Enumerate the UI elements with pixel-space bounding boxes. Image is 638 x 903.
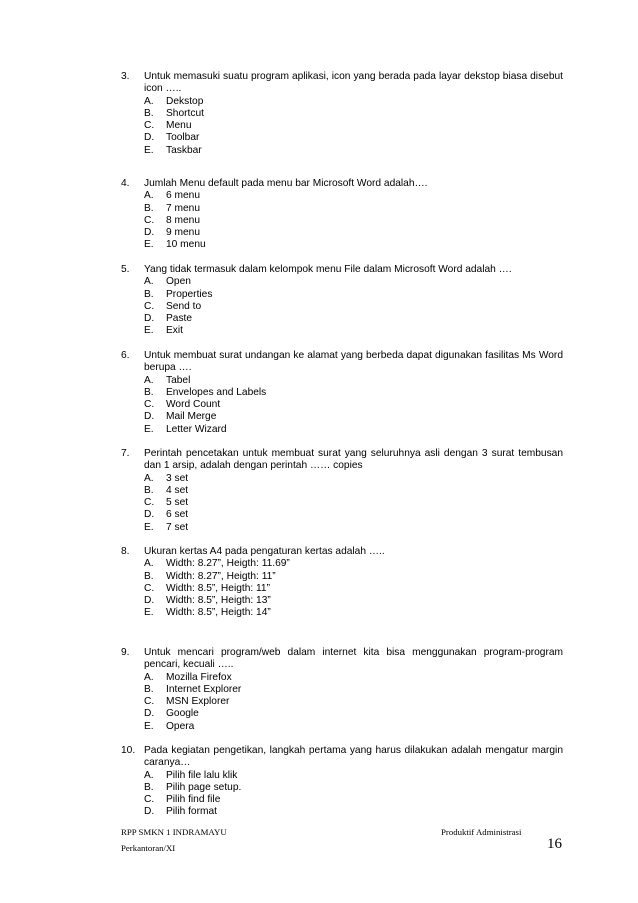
answer-option (144, 806, 563, 818)
answer-option (144, 721, 563, 733)
answer-option (144, 289, 563, 301)
option-letter: B. (144, 107, 154, 119)
option-letter: B. (144, 781, 154, 793)
option-letter: E. (144, 720, 154, 732)
footer-program: Perkantoran/XI (121, 843, 176, 853)
option-text: Opera (166, 720, 195, 732)
option-letter: C. (144, 214, 155, 226)
answer-option (144, 239, 563, 251)
option-letter: C. (144, 120, 155, 132)
question-number: 7. (121, 448, 130, 459)
answer-option (144, 497, 563, 509)
answer-option (144, 672, 563, 684)
answer-option (144, 145, 563, 157)
question-number: 3. (121, 71, 130, 82)
question-5 (121, 264, 563, 338)
question-number: 5. (121, 264, 130, 275)
option-letter: D. (144, 509, 155, 521)
option-letter: E. (144, 607, 154, 619)
option-text: Paste (166, 313, 193, 325)
answer-option (144, 595, 563, 607)
question-4 (121, 178, 563, 252)
answer-option (144, 696, 563, 708)
option-text: 8 menu (166, 214, 200, 226)
option-letter: D. (144, 227, 155, 239)
option-letter: C. (144, 696, 155, 708)
answer-option (144, 96, 563, 108)
question-10 (121, 745, 563, 819)
page-number: 16 (547, 836, 562, 852)
question-text: Untuk mencari program/web dalam internet kita bisa menggunakan program-program pencari, kecuali ….. (144, 647, 563, 671)
answer-option (144, 411, 563, 423)
question-text: Pada kegiatan pengetikan, langkah pertama yang harus dilakukan adalah mengatur margin caranya… (144, 745, 563, 769)
option-letter: D. (144, 595, 155, 607)
question-number: 9. (121, 647, 130, 658)
option-text: 6 set (166, 509, 189, 521)
answer-option (144, 424, 563, 436)
option-text: Pilih format (166, 806, 217, 818)
question-text: Yang tidak termasuk dalam kelompok menu File dalam Microsoft Word adalah …. (144, 264, 512, 275)
question-8 (121, 546, 563, 620)
option-letter: B. (144, 288, 154, 300)
answer-option (144, 313, 563, 325)
option-text: Taskbar (166, 144, 202, 156)
answer-option (144, 190, 563, 202)
answer-option (144, 120, 563, 132)
option-text: 7 set (166, 521, 189, 533)
option-letter: A. (144, 276, 154, 288)
footer-school: RPP SMKN 1 INDRAMAYU (121, 827, 227, 837)
answer-option (144, 215, 563, 227)
option-letter: D. (144, 411, 155, 423)
option-letter: B. (144, 570, 154, 582)
answer-option (144, 583, 563, 595)
question-7 (121, 448, 563, 534)
answer-option (144, 794, 563, 806)
option-text: Letter Wizard (166, 423, 227, 435)
option-letter: E. (144, 144, 154, 156)
question-9 (121, 647, 563, 733)
answer-option (144, 485, 563, 497)
option-text: Word Count (166, 399, 221, 411)
option-text: Tabel (166, 374, 191, 386)
answer-option (144, 522, 563, 534)
option-letter: E. (144, 423, 154, 435)
question-number: 6. (121, 350, 130, 361)
option-text: Internet Explorer (166, 683, 242, 695)
option-text: Shortcut (166, 107, 204, 119)
option-letter: B. (144, 202, 154, 214)
option-text: Envelopes and Labels (166, 386, 267, 398)
answer-option (144, 607, 563, 619)
option-letter: D. (144, 313, 155, 325)
option-text: Open (166, 276, 191, 288)
option-letter: A. (144, 671, 154, 683)
option-text: 9 menu (166, 227, 200, 239)
question-text: Untuk memasuki suatu program aplikasi, icon yang berada pada layar dekstop biasa disebut icon ….. (144, 71, 563, 95)
option-letter: D. (144, 132, 155, 144)
option-letter: B. (144, 386, 154, 398)
answer-option (144, 387, 563, 399)
option-text: Pilih file lalu klik (166, 769, 238, 781)
option-text: Width: 8.27”, Heigth: 11.69” (166, 558, 290, 570)
answer-option (144, 770, 563, 782)
option-letter: A. (144, 472, 154, 484)
option-text: Mozilla Firefox (166, 671, 232, 683)
option-letter: C. (144, 582, 155, 594)
option-text: Width: 8.27”, Heigth: 11” (166, 570, 276, 582)
answer-option (144, 509, 563, 521)
option-text: Send to (166, 300, 202, 312)
answer-option (144, 301, 563, 313)
option-text: MSN Explorer (166, 696, 230, 708)
answer-option (144, 132, 563, 144)
answer-option (144, 708, 563, 720)
option-text: 4 set (166, 484, 189, 496)
question-3 (121, 71, 563, 157)
option-text: 5 set (166, 497, 189, 509)
answer-option (144, 558, 563, 570)
option-text: Google (166, 708, 199, 720)
option-text: Mail Merge (166, 411, 217, 423)
option-letter: D. (144, 806, 155, 818)
question-text: Jumlah Menu default pada menu bar Microsoft Word adalah…. (144, 178, 428, 189)
option-letter: C. (144, 300, 155, 312)
answer-option (144, 684, 563, 696)
answer-option (144, 571, 563, 583)
question-text: Perintah pencetakan untuk membuat surat yang seluruhnya asli dengan 3 surat tembusan dan 1 arsip, adalah dengan perintah …… copies (144, 448, 563, 472)
option-letter: A. (144, 558, 154, 570)
answer-option (144, 473, 563, 485)
option-letter: A. (144, 769, 154, 781)
option-letter: C. (144, 794, 155, 806)
option-text: Dekstop (166, 95, 204, 107)
option-text: Width: 8.5”, Heigth: 11” (166, 582, 270, 594)
answer-option (144, 276, 563, 288)
question-number: 4. (121, 178, 130, 189)
answer-option (144, 108, 563, 120)
question-6 (121, 350, 563, 436)
option-text: 6 menu (166, 190, 200, 202)
option-text: Exit (166, 325, 183, 337)
answer-option (144, 203, 563, 215)
option-text: 3 set (166, 472, 189, 484)
option-letter: A. (144, 190, 154, 202)
option-text: Pilih page setup. (166, 781, 242, 793)
option-text: 10 menu (166, 239, 206, 251)
option-letter: E. (144, 521, 154, 533)
answer-option (144, 375, 563, 387)
question-text: Ukuran kertas A4 pada pengaturan kertas adalah ….. (144, 546, 385, 557)
option-text: Properties (166, 288, 213, 300)
option-text: Width: 8.5”, Heigth: 13” (166, 595, 271, 607)
option-letter: C. (144, 497, 155, 509)
option-text: Menu (166, 120, 192, 132)
option-text: 7 menu (166, 202, 200, 214)
answer-option (144, 227, 563, 239)
question-text: Untuk membuat surat undangan ke alamat yang berbeda dapat digunakan fasilitas Ms Word berupa …. (144, 350, 563, 374)
option-letter: A. (144, 374, 154, 386)
option-text: Pilih find file (166, 794, 221, 806)
option-letter: C. (144, 399, 155, 411)
option-letter: B. (144, 683, 154, 695)
question-number: 10. (121, 745, 136, 756)
option-letter: B. (144, 484, 154, 496)
option-letter: E. (144, 325, 154, 337)
option-text: Toolbar (166, 132, 200, 144)
option-letter: A. (144, 95, 154, 107)
question-number: 8. (121, 546, 130, 557)
option-text: Width: 8.5”, Heigth: 14” (166, 607, 271, 619)
option-letter: D. (144, 708, 155, 720)
option-letter: E. (144, 239, 154, 251)
footer-subject: Produktif Administrasi (441, 827, 522, 837)
answer-option (144, 325, 563, 337)
answer-option (144, 399, 563, 411)
answer-option (144, 782, 563, 794)
